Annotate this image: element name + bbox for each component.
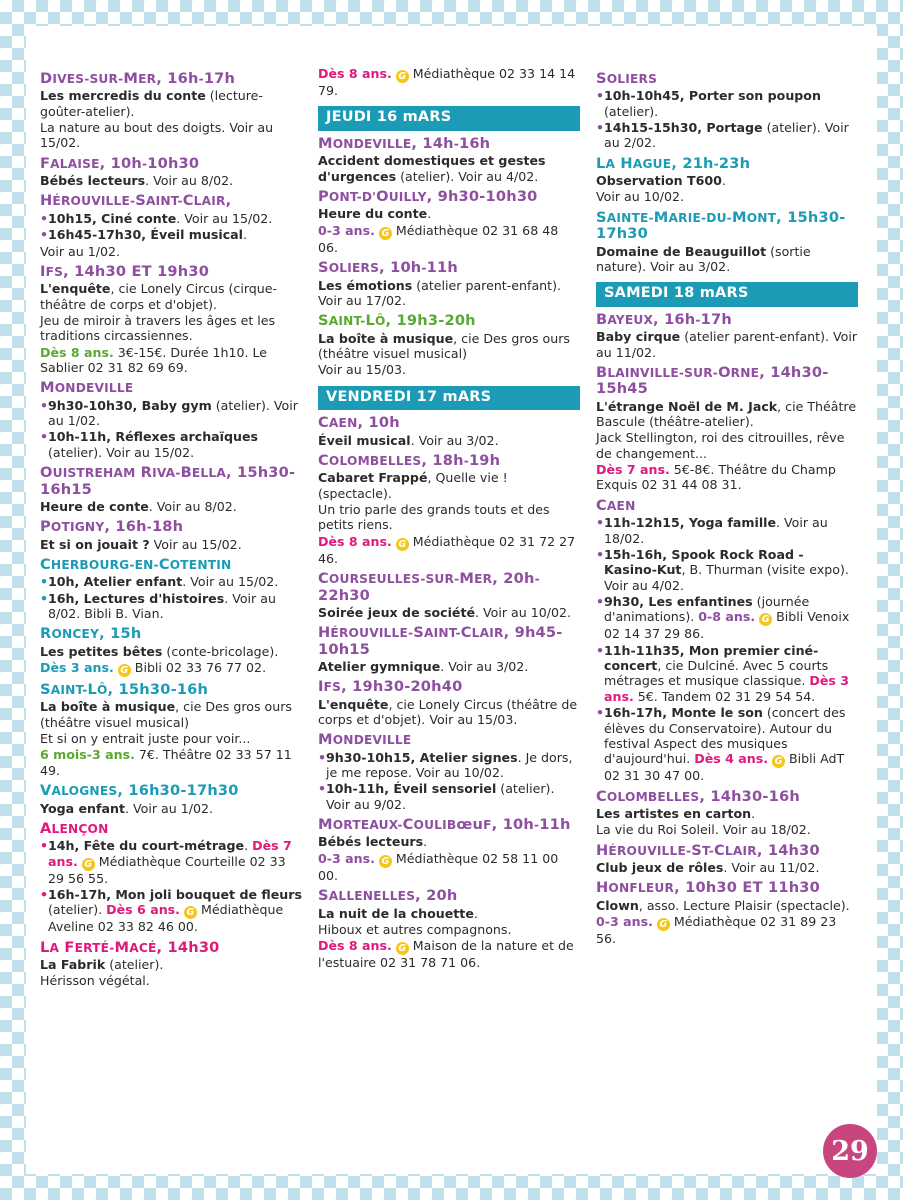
event-text: Clown, asso. Lecture Plaisir (spectacle). bbox=[596, 897, 850, 913]
event-bullet-item: • 16h45-17h30, Éveil musical. bbox=[40, 227, 302, 242]
event-text: Dès 8 ans. G Maison de la nature et de l'estuaire 02 31 78 71 06. bbox=[318, 938, 574, 971]
event-text: Heure de conte. Voir au 8/02. bbox=[40, 498, 237, 514]
event-text: Observation T600. bbox=[596, 173, 726, 189]
event-bullet-item: • 10h, Atelier enfant. Voir au 15/02. bbox=[40, 574, 302, 589]
event-bullet-item: • 10h-11h, Éveil sensoriel (atelier). Voir au 9/02. bbox=[318, 781, 580, 812]
city-heading: PONT-D'OUILLY, 9h30-10h30 bbox=[318, 188, 538, 206]
event-text: 0-3 ans. G Médiathèque 02 31 68 48 06. bbox=[318, 222, 559, 255]
event-text: La vie du Roi Soleil. Voir au 18/02. bbox=[596, 822, 811, 838]
event-text: Dès 3 ans. G Bibli 02 33 76 77 02. bbox=[40, 660, 267, 677]
city-heading: BAYEUX, 16h-17h bbox=[596, 310, 732, 328]
event-text: Heure du conte. bbox=[318, 206, 432, 222]
city-heading: SALLENELLES, 20h bbox=[318, 887, 458, 905]
event-text: Bébés lecteurs. Voir au 8/02. bbox=[40, 173, 234, 189]
gratuit-badge-icon: G bbox=[396, 70, 409, 83]
event-text: Soirée jeux de société. Voir au 10/02. bbox=[318, 604, 572, 620]
event-text: Jeu de miroir à travers les âges et les traditions circassiennes. bbox=[40, 312, 276, 344]
city-heading: COURSEULLES-SUR-MER, 20h-22h30 bbox=[318, 570, 540, 604]
event-text: Les artistes en carton. bbox=[596, 805, 756, 821]
event-bullet-item: • 16h, Lectures d'histoires. Voir au 8/02. Bibli B. Vian. bbox=[40, 591, 302, 622]
city-heading: HÉROUVILLE-SAINT-CLAIR, bbox=[40, 192, 232, 210]
city-heading: SAINTE-MARIE-DU-MONT, 15h30-17h30 bbox=[596, 208, 846, 243]
event-text: Bébés lecteurs. bbox=[318, 834, 428, 850]
event-text: Les émotions (atelier parent-enfant). Voir au 17/02. bbox=[318, 277, 562, 308]
city-heading: SOLIERS bbox=[596, 70, 658, 87]
gratuit-badge-icon: G bbox=[379, 855, 392, 868]
event-text: La nuit de la chouette. bbox=[318, 905, 478, 921]
city-heading: COLOMBELLES, 14h30-16h bbox=[596, 787, 800, 805]
event-text: La Fabrik (atelier). bbox=[40, 957, 164, 973]
event-text: Hérisson végétal. bbox=[40, 973, 150, 989]
event-bullet-item: • 16h-17h, Monte le son (concert des élèves du Conservatoire). Autour du festival Aspect des musiques d'aujourd'hui. Dès 4 ans. G Bibli AdT 02 31 30 47 00. bbox=[596, 705, 858, 783]
event-text: Accident domestiques et gestes d'urgences (atelier). Voir au 4/02. bbox=[318, 153, 546, 184]
city-heading: HONFLEUR, 10h30 ET 11h30 bbox=[596, 879, 821, 897]
event-bullet-item: • 11h-11h35, Mon premier ciné-concert, cie Dulciné. Avec 5 courts métrages et musique classique. Dès 3 ans. 5€. Tandem 02 31 29 54 54. bbox=[596, 643, 858, 704]
city-heading: VALOGNES, 16h30-17h30 bbox=[40, 782, 239, 800]
event-text: Et si on jouait ? Voir au 15/02. bbox=[40, 536, 242, 552]
event-text: Voir au 1/02. bbox=[40, 243, 121, 259]
event-text: Dès 7 ans. 5€-8€. Théâtre du Champ Exquis 02 31 44 08 31. bbox=[596, 462, 836, 493]
gratuit-badge-icon: G bbox=[657, 918, 670, 931]
column-2 bbox=[318, 66, 580, 1156]
gratuit-badge-icon: G bbox=[118, 664, 131, 677]
event-text: Éveil musical. Voir au 3/02. bbox=[318, 432, 499, 448]
city-heading: OUISTREHAM RIVA-BELLA, 15h30-16h15 bbox=[40, 464, 296, 498]
gratuit-badge-icon: G bbox=[379, 227, 392, 240]
city-heading: MONDEVILLE bbox=[40, 379, 134, 397]
columns-container bbox=[40, 66, 863, 1156]
event-text: L'enquête, cie Lonely Circus (cirque-théâtre de corps et d'objet). bbox=[40, 281, 278, 312]
city-heading: MORTEAUX-COULIBœuF, 10h-11h bbox=[318, 816, 571, 834]
city-heading: MONDEVILLE, 14h-16h bbox=[318, 135, 491, 153]
event-text: Club jeux de rôles. Voir au 11/02. bbox=[596, 859, 820, 875]
column-3 bbox=[596, 66, 858, 1156]
event-text: Dès 8 ans. G Médiathèque 02 31 72 27 46. bbox=[318, 533, 576, 566]
event-text: Atelier gymnique. Voir au 3/02. bbox=[318, 658, 529, 674]
event-text: La boîte à musique, cie Des gros ours (théâtre visuel musical) bbox=[40, 699, 292, 730]
event-text: Les mercredis du conte (lecture-goûter-atelier). bbox=[40, 88, 263, 119]
event-bullet-item: • 10h15, Ciné conte. Voir au 15/02. bbox=[40, 211, 302, 226]
city-heading: LA FERTÉ-MACÉ, 14h30 bbox=[40, 938, 220, 956]
event-bullet-item: • 16h-17h, Mon joli bouquet de fleurs (atelier). Dès 6 ans. G Médiathèque Aveline 02 33 82 46 00. bbox=[40, 887, 302, 935]
event-text: Cabaret Frappé, Quelle vie ! (spectacle). bbox=[318, 470, 508, 501]
city-heading: CAEN, 10h bbox=[318, 414, 400, 432]
city-heading: ALENÇON bbox=[40, 819, 109, 837]
city-heading: SOLIERS, 10h-11h bbox=[318, 259, 458, 277]
gratuit-badge-icon: G bbox=[396, 538, 409, 551]
gratuit-badge-icon: G bbox=[396, 942, 409, 955]
event-text: 6 mois-3 ans. 7€. Théâtre 02 33 57 11 49. bbox=[40, 747, 292, 778]
city-heading: POTIGNY, 16h-18h bbox=[40, 518, 184, 536]
gratuit-badge-icon: G bbox=[759, 613, 772, 626]
gratuit-badge-icon: G bbox=[772, 755, 785, 768]
event-text: Yoga enfant. Voir au 1/02. bbox=[40, 800, 213, 816]
city-heading: RONCEY, 15h bbox=[40, 625, 142, 643]
city-heading: MONDEVILLE bbox=[318, 731, 412, 749]
event-text: Voir au 10/02. bbox=[596, 189, 685, 205]
event-text: La boîte à musique, cie Des gros ours (théâtre visuel musical) bbox=[318, 330, 570, 361]
event-bullet-item: • 11h-12h15, Yoga famille. Voir au 18/02. bbox=[596, 515, 858, 546]
event-text: 0-3 ans. G Médiathèque 02 58 11 00 00. bbox=[318, 850, 559, 883]
city-heading: SAINT-LÔ, 15h30-16h bbox=[40, 681, 209, 699]
event-text: Jack Stellington, roi des citrouilles, rêve de changement... bbox=[596, 430, 845, 461]
city-heading: IFS, 19h30-20h40 bbox=[318, 678, 463, 696]
city-heading: IFS, 14h30 ET 19h30 bbox=[40, 262, 210, 280]
city-heading: COLOMBELLES, 18h-19h bbox=[318, 452, 501, 470]
event-text: Et si on y entrait juste pour voir... bbox=[40, 731, 251, 747]
event-text: L'enquête, cie Lonely Circus (théâtre de corps et d'objet). Voir au 15/03. bbox=[318, 696, 578, 727]
city-heading: CAEN bbox=[596, 496, 636, 514]
gratuit-badge-icon: G bbox=[184, 906, 197, 919]
city-heading: SAINT-LÔ, 19h3-20h bbox=[318, 312, 476, 330]
event-bullet-item: • 15h-16h, Spook Rock Road - Kasino-Kut, B. Thurman (visite expo). Voir au 4/02. bbox=[596, 547, 858, 593]
event-text: Dès 8 ans. 3€-15€. Durée 1h10. Le Sablier 02 31 82 69 69. bbox=[40, 344, 268, 376]
event-bullet-item: • 9h30-10h30, Baby gym (atelier). Voir au 1/02. bbox=[40, 398, 302, 429]
page-number: 29 bbox=[823, 1124, 877, 1178]
event-bullet-item: • 10h-11h, Réflexes archaïques (atelier). Voir au 15/02. bbox=[40, 429, 302, 460]
column-1 bbox=[40, 66, 302, 1156]
event-text: Dès 8 ans. G Médiathèque 02 33 14 14 79. bbox=[318, 66, 576, 98]
event-bullet-item: • 10h-10h45, Porter son poupon (atelier). bbox=[596, 88, 858, 119]
day-banner: JEUDI 16 mARS bbox=[318, 106, 580, 131]
event-text: Domaine de Beauguillot (sortie nature). Voir au 3/02. bbox=[596, 243, 811, 274]
event-text: 0-3 ans. G Médiathèque 02 31 89 23 56. bbox=[596, 914, 837, 947]
agenda-content bbox=[26, 66, 877, 1156]
day-banner: VENDREDI 17 mARS bbox=[318, 386, 580, 411]
event-bullet-item: • 14h, Fête du court-métrage. Dès 7 ans. G Médiathèque Courteille 02 33 29 56 55. bbox=[40, 838, 302, 886]
event-text: L'étrange Noël de M. Jack, cie Théâtre Bascule (théâtre-atelier). bbox=[596, 398, 857, 430]
city-heading: LA HAGUE, 21h-23h bbox=[596, 154, 751, 172]
city-heading: HÉROUVILLE-SAINT-CLAIR, 9h45-10h15 bbox=[318, 624, 563, 658]
city-heading: HÉROUVILLE-ST-CLAIR, 14h30 bbox=[596, 841, 820, 859]
city-heading: DIVES-SUR-MER, 16h-17h bbox=[40, 70, 236, 87]
event-bullet-item: • 9h30-10h15, Atelier signes. Je dors, je me repose. Voir au 10/02. bbox=[318, 750, 580, 781]
event-text: Hiboux et autres compagnons. bbox=[318, 921, 512, 937]
event-bullet-item: • 14h15-15h30, Portage (atelier). Voir au 2/02. bbox=[596, 120, 858, 151]
gratuit-badge-icon: G bbox=[82, 858, 95, 871]
city-heading: FALAISE, 10h-10h30 bbox=[40, 154, 200, 172]
event-text: Un trio parle des grands touts et des petits riens. bbox=[318, 502, 550, 533]
city-heading: BLAINVILLE-SUR-ORNE, 14h30-15h45 bbox=[596, 364, 829, 398]
event-text: Voir au 15/03. bbox=[318, 362, 407, 378]
event-bullet-item: • 9h30, Les enfantines (journée d'animations). 0-8 ans. G Bibli Venoix 02 14 37 29 86. bbox=[596, 594, 858, 642]
event-text: La nature au bout des doigts. Voir au 15/02. bbox=[40, 120, 274, 151]
day-banner: SAMEDI 18 mARS bbox=[596, 282, 858, 307]
event-text: Baby cirque (atelier parent-enfant). Voir au 11/02. bbox=[596, 329, 858, 360]
event-text: Les petites bêtes (conte-bricolage). bbox=[40, 643, 279, 659]
city-heading: CHERBOURG-EN-COTENTIN bbox=[40, 555, 232, 573]
